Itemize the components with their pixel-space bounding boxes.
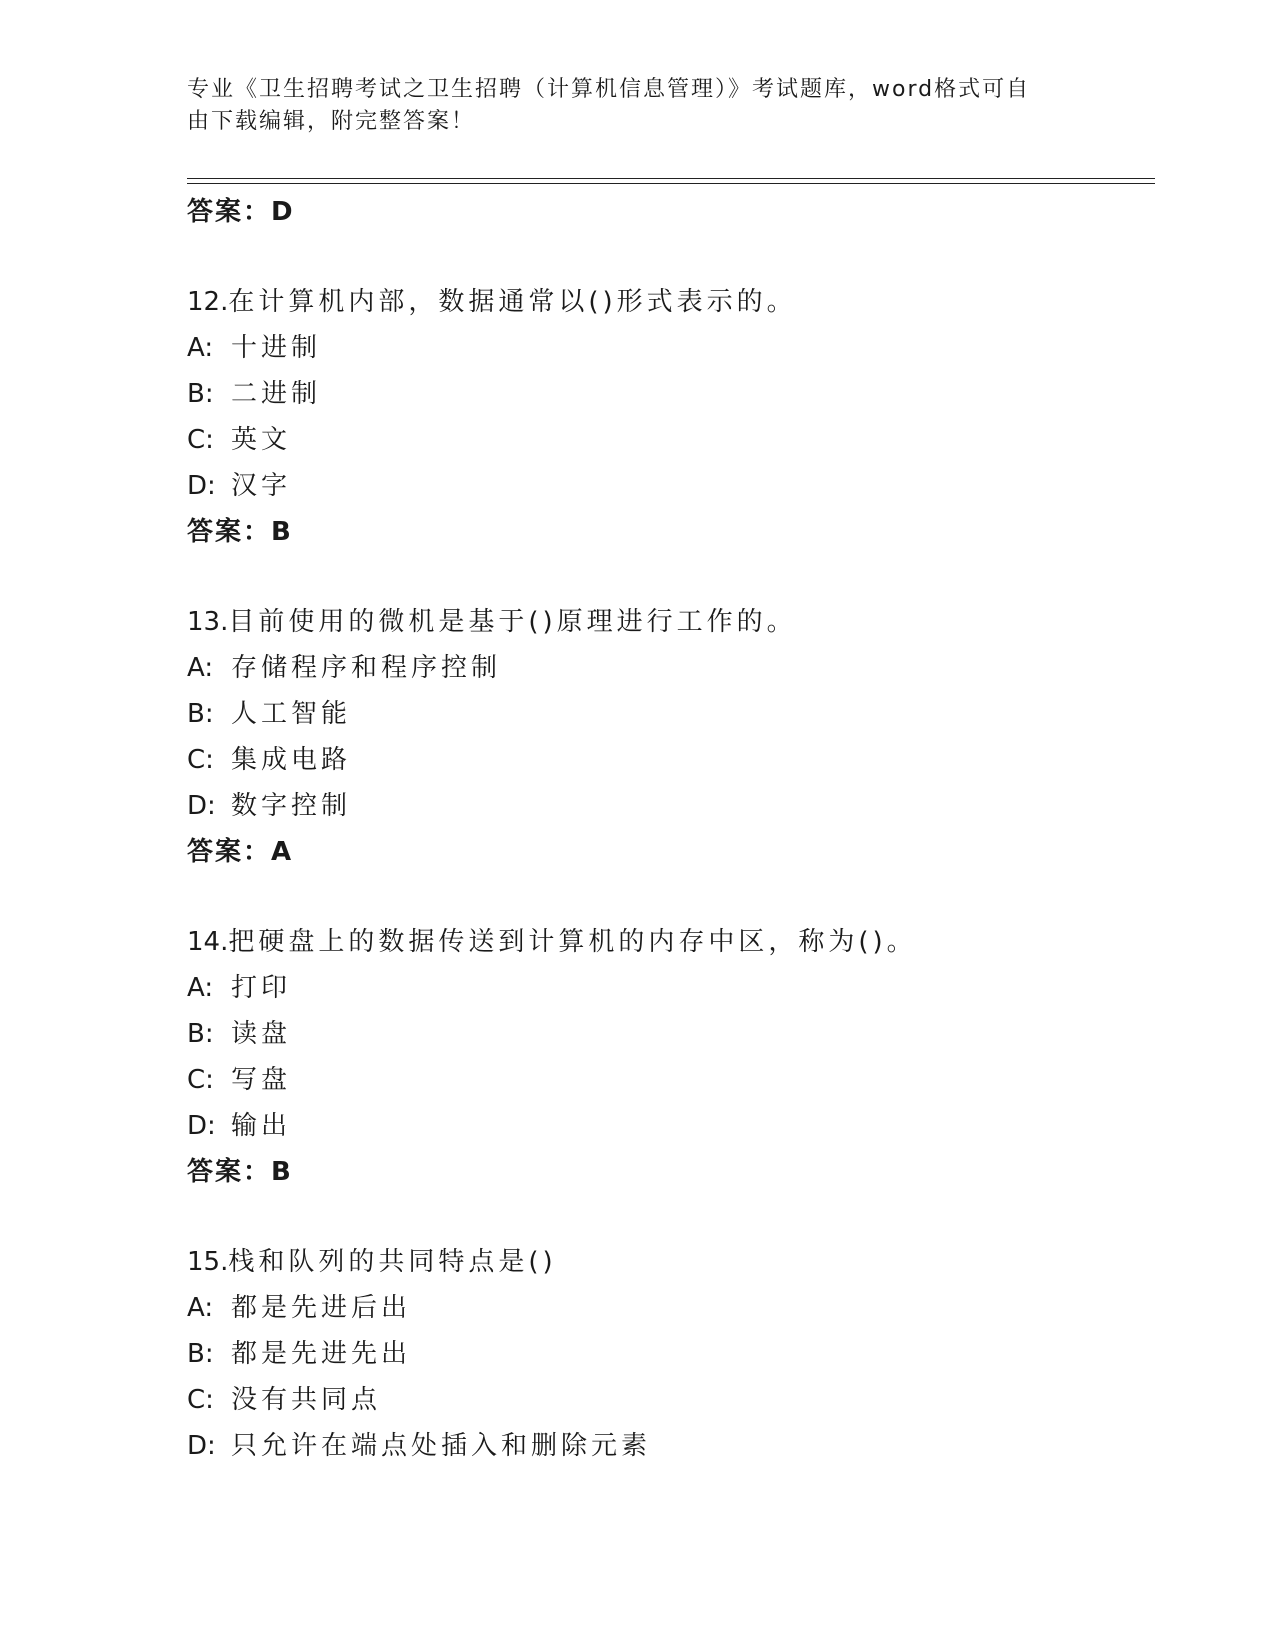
document-header bbox=[187, 74, 1067, 138]
option-label: C: bbox=[187, 1385, 214, 1415]
question-13 bbox=[187, 599, 1155, 875]
option-text: 集成电路 bbox=[231, 745, 352, 775]
question-number: 12. bbox=[187, 287, 229, 317]
option-text: 存储程序和程序控制 bbox=[231, 653, 502, 683]
option-c bbox=[187, 1377, 1155, 1423]
option-d bbox=[187, 1103, 1155, 1149]
option-text: 都是先进后出 bbox=[231, 1293, 412, 1323]
question-12 bbox=[187, 279, 1155, 555]
option-text: 没有共同点 bbox=[231, 1385, 382, 1415]
option-a bbox=[187, 1285, 1155, 1331]
answer-line: 答案：B bbox=[187, 517, 293, 547]
option-label: A: bbox=[187, 333, 214, 363]
option-label: D: bbox=[187, 791, 216, 821]
option-text: 读盘 bbox=[231, 1019, 292, 1049]
spacer bbox=[187, 235, 1155, 279]
question-number: 14. bbox=[187, 927, 229, 957]
question-number: 13. bbox=[187, 607, 229, 637]
question-14 bbox=[187, 919, 1155, 1195]
option-c bbox=[187, 737, 1155, 783]
question-text: 目前使用的微机是基于()原理进行工作的。 bbox=[228, 607, 797, 637]
question-text: 把硬盘上的数据传送到计算机的内存中区，称为()。 bbox=[228, 927, 917, 957]
option-text: 数字控制 bbox=[231, 791, 352, 821]
option-text: 二进制 bbox=[231, 379, 322, 409]
option-text: 十进制 bbox=[231, 333, 322, 363]
option-d bbox=[187, 783, 1155, 829]
option-d bbox=[187, 463, 1155, 509]
option-b bbox=[187, 371, 1155, 417]
question-number: 15. bbox=[187, 1247, 229, 1277]
question-15 bbox=[187, 1239, 1155, 1469]
option-label: D: bbox=[187, 1431, 216, 1461]
question-text: 栈和队列的共同特点是() bbox=[228, 1247, 557, 1277]
spacer bbox=[187, 875, 1155, 919]
option-c bbox=[187, 417, 1155, 463]
question-stem bbox=[187, 599, 1155, 645]
option-text: 汉字 bbox=[231, 471, 292, 501]
option-label: B: bbox=[187, 379, 214, 409]
option-label: D: bbox=[187, 471, 216, 501]
option-label: C: bbox=[187, 1065, 214, 1095]
option-text: 写盘 bbox=[231, 1065, 292, 1095]
option-text: 打印 bbox=[231, 973, 292, 1003]
option-label: C: bbox=[187, 745, 214, 775]
option-label: C: bbox=[187, 425, 214, 455]
answer-line: 答案：A bbox=[187, 837, 294, 867]
option-text: 输出 bbox=[231, 1111, 292, 1141]
option-label: A: bbox=[187, 1293, 214, 1323]
option-a bbox=[187, 325, 1155, 371]
header-line-2: 由下载编辑，附完整答案！ bbox=[187, 109, 476, 134]
option-label: D: bbox=[187, 1111, 216, 1141]
option-c bbox=[187, 1057, 1155, 1103]
option-label: B: bbox=[187, 699, 214, 729]
question-text: 在计算机内部，数据通常以()形式表示的。 bbox=[228, 287, 797, 317]
answer-line-11: 答案：D bbox=[187, 197, 295, 227]
spacer bbox=[187, 1195, 1155, 1239]
answer-line: 答案：B bbox=[187, 1157, 293, 1187]
option-text: 都是先进先出 bbox=[231, 1339, 412, 1369]
question-stem bbox=[187, 279, 1155, 325]
option-label: A: bbox=[187, 653, 214, 683]
option-b bbox=[187, 1011, 1155, 1057]
option-b bbox=[187, 691, 1155, 737]
question-stem bbox=[187, 1239, 1155, 1285]
option-text: 人工智能 bbox=[231, 699, 352, 729]
option-text: 英文 bbox=[231, 425, 292, 455]
header-divider-top bbox=[187, 178, 1155, 179]
question-list bbox=[187, 189, 1155, 1469]
option-a bbox=[187, 965, 1155, 1011]
header-line-1: 专业《卫生招聘考试之卫生招聘（计算机信息管理）》考试题库，word格式可自 bbox=[187, 77, 1031, 102]
option-label: A: bbox=[187, 973, 214, 1003]
option-text: 只允许在端点处插入和删除元素 bbox=[231, 1431, 652, 1461]
option-label: B: bbox=[187, 1339, 214, 1369]
option-b bbox=[187, 1331, 1155, 1377]
option-label: B: bbox=[187, 1019, 214, 1049]
question-stem bbox=[187, 919, 1155, 965]
header-divider-bottom bbox=[187, 183, 1155, 184]
option-a bbox=[187, 645, 1155, 691]
option-d bbox=[187, 1423, 1155, 1469]
spacer bbox=[187, 555, 1155, 599]
